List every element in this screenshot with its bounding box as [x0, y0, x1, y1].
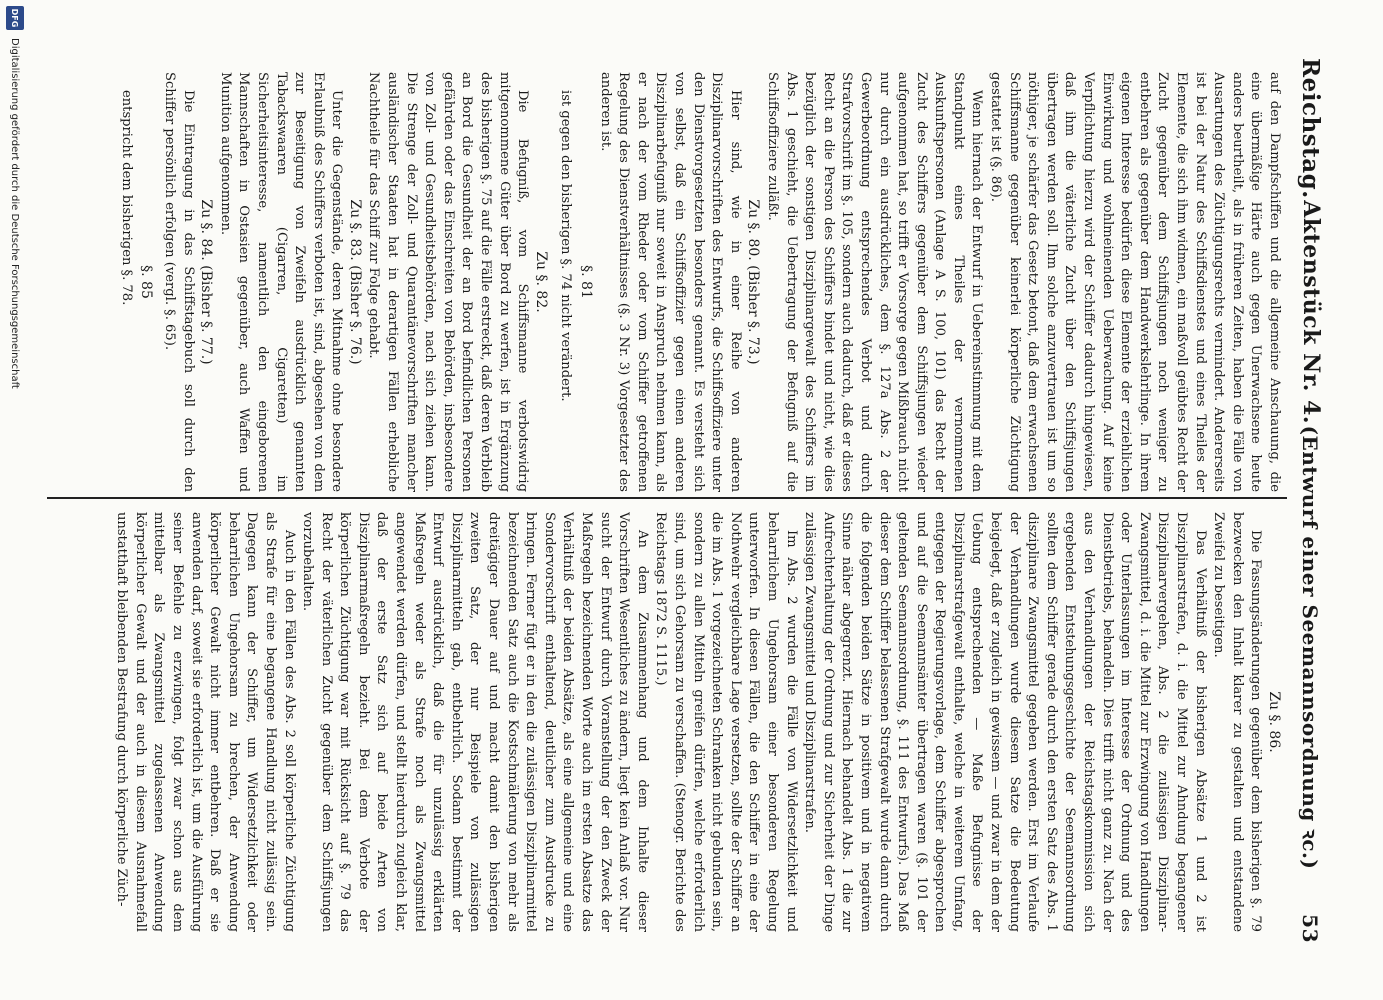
dfg-logo: DFG	[6, 6, 24, 30]
column-divider	[47, 497, 1287, 499]
header-subject: (Entwurf einer Seemannsordnung ꝛc.)	[1298, 425, 1323, 870]
section-statement: entspricht dem bisherigen §. 78.	[118, 90, 134, 306]
paragraph: Unter die Gegenstände, deren Mitnahme ohne besondere Erlaubniß des Schiffers verboten ist, sind, abgesehen von dem zur Beseitigung von Zweifeln ausdrücklich genannten Tabackswaaren (Cigarren, Cigaretten) im Sicherheitsinteresse, namentlich den eingeborenen Mannschaften in Ostasien gegenüber, auch Waffen und Munition aufgenommen.	[217, 72, 345, 492]
left-column	[53, 72, 1283, 492]
page-number: 53	[1298, 914, 1323, 943]
paragraph: Die Befugniß, vom Schiffsmanne verbotswidrig mitgenommene Güter über Bord zu werfen, ist in Ergänzung des bisherigen §. 75 auf die Fälle erstreckt, daß deren Verbleib an Bord die Gesundheit der an Bord befindlichen Personen gefährden oder das Einschreiten von Behörden, insbesondere von Zoll- und Gesundheitsbehörden, nach sich ziehen kann. Die Strenge der Zoll- und Quarantänevorschriften mancher ausländischer Staaten hat in derartigen Fällen erhebliche Nachtheile für das Schiff zur Folge gehabt.	[366, 72, 531, 492]
header-title	[1298, 426, 1325, 943]
header-publication: Reichstag.	[1297, 58, 1325, 199]
right-column	[53, 512, 1283, 932]
section-heading: Zu §. 86.	[1266, 691, 1282, 753]
paragraph: Hier sind, wie in einer Reihe von anderen Disziplinarvorschriften des Entwurfs, die Schiffsoffiziere unter den Dienstvorgesetzten besonders genannt. Es versteht sich von selbst, daß ein Schiffsoffizier gegen einen anderen Disziplinarbefugniß nur soweit in Anspruch nehmen kann, als er nach der vom Rheder oder vom Schiffer getroffenen Regelung des Dienstverhältnisses (§. 3 Nr. 3) Vorgesetzter des anderen ist.	[597, 72, 743, 492]
paragraph: auf den Dampfschiffen und die allgemeine Anschauung, die eine übermäßige Härte auch gegen Unerwachsene heute anders beurtheilt, als in früheren Zeiten, haben die Fälle von Ausartungen des Züchtigungsrechts vermindert. Andererseits ist bei der Natur des Schiffsdienstes und eines Theiles der Elemente, die sich ihm widmen, ein maßvoll geübtes Recht der Zucht gegenüber dem Schiffsjungen noch weniger zu entbehren als gegenüber dem Handwerkslehrlinge. In ihrem eigenen Interesse bedürfen diese Elemente der erziehlichen Einwirkung und wohlmeinenden Ueberwachung. Auf keine Verpflichtung hierzu wird der Schiffer dadurch hingewiesen, daß ihm die väterliche Zucht über den Schiffsjungen übertragen werden soll. Ihm solche anzuvertrauen ist um so nöthiger, je schärfer das Gesetz betont, daß dem erwachsenen Schiffsmanne gegenüber keinerlei körperliche Züchtigung gestattet ist (§. 86).	[988, 72, 1282, 492]
digitization-credit: Digitalisierung gefördert durch die Deutsche Forschungsgemeinschaft	[9, 38, 21, 389]
paragraph: Die Eintragung in das Schiffstagebuch soll durch den Schiffer persönlich erfolgen (vergl. §. 65).	[161, 72, 196, 492]
section-statement: ist gegen den bisherigen §. 74 nicht verändert.	[558, 90, 574, 402]
paragraph: Wenn hiernach der Entwurf in Uebereinstimmung mit dem Standpunkt eines Theiles der vernommenen Auskunftspersonen (Anlage A S. 100, 101) das Recht der Zucht des Schiffers gegenüber dem Schiffsjungen wieder aufgenommen hat, so trifft er Vorsorge gegen Mißbrauch nicht nur durch ein ausdrückliches, dem §. 127a Abs. 2 der Gewerbeordnung entsprechendes Verbot und durch Strafvorschrift im §. 105, sondern auch dadurch, daß er dieses Recht an die Person des Schiffers bindet und nicht, wie dies bezüglich der sonstigen Disziplinargewalt des Schiffers im Abs. 1 geschieht, die Uebertragung der Befugniß auf die Schiffsoffiziere zuläßt.	[764, 72, 985, 492]
footer-credit	[3, 0, 27, 1000]
paragraph: Das Verhältniß der bisherigen Absätze 1 und 2 ist Disziplinarstrafen, d. i. die Mittel zur Ahndung begangener Disziplinarvergehen, Abs. 2 die zulässigen Disziplinar-Zwangsmittel, d. i. die Mittel zur Erzwingung von Handlungen oder Unterlassungen im Interesse der Ordnung und des Dienstbetriebs, behandeln. Dies trifft nicht ganz zu. Nach der aus den Verhandlungen der Reichstagskommission sich ergebenden Entstehungsgeschichte der Seemannsordnung sollten dem Schiffer gerade durch den ersten Satz des Abs. 1 disziplinare Zwangsmittel gegeben werden. Erst im Verlaufe der Verhandlungen wurde diesem Satze die Bedeutung beigelegt, daß er zugleich in gewissem — und zwar in dem der Uebung entsprechenden — Maße Befugnisse der Disziplinarstrafgewalt enthalte, welche in weiterem Umfang, entgegen der Regierungsvorlage, dem Schiffer abgesprochen und auf die Seemannsämter übertragen waren (§. 101 der geltenden Seemannsordnung, §. 111 des Entwurfs). Das Maß dieser dem Schiffer belassenen Strafgewalt wurde dann durch die folgenden beiden Sätze in positivem und in negativem Sinne näher abgegrenzt. Hiernach behandelt Abs. 1 die zur Aufrechterhaltung der Ordnung und zur Sicherheit der Dinge zulässigen Zwangsmittel und Disziplinarstrafen.	[802, 512, 1208, 932]
page-header	[1291, 58, 1331, 943]
section-heading: Zu §. 80. (Bisher §. 73.)	[745, 199, 762, 365]
section-heading: Zu §. 82.	[532, 251, 549, 313]
section-heading: §. 81	[578, 265, 595, 299]
paragraph: Die Fassungsänderungen gegenüber dem bisherigen §. 79 bezwecken den Inhalt klarer zu gestalten und entstandene Zweifel zu beseitigen.	[1211, 512, 1264, 932]
header-document-number: Aktenstück Nr. 4.	[1298, 200, 1324, 425]
paragraph: An dem Zusammenhang und dem Inhalte dieser Vorschriften Wesentliches zu ändern, liegt kein Anlaß vor. Nur sucht der Entwurf durch Voranstellung der den Zweck der Maßregeln bezeichnenden Worte auch im ersten Absatze das Verhältniß der beiden Absätze, als eine allgemeine und eine Sondervorschrift enthaltend, deutlicher zum Ausdrucke zu bringen. Ferner fügt er in den die zulässigen Disziplinarmittel bezeichnenden Satz auch die Kostschmälerung von mehr als dreitägiger Dauer auf und macht damit den bisherigen zweiten Satz, der nur Beispiele von zulässigen Disziplinarmitteln gab, entbehrlich. Sodann bestimmt der Entwurf ausdrücklich, daß die für unzulässig erklärten Maßregeln weder als Strafe noch als Zwangsmittel angewendet werden dürfen, und stellt hierdurch zugleich klar, daß der erste Satz sich auf beide Arten von Disziplinarmaßregeln bezieht. Bei dem Verbote der körperlichen Züchtigung war mit Rücksicht auf §. 79 das Recht der väterlichen Zucht gegenüber dem Schiffsjungen vorzubehalten.	[300, 512, 650, 932]
paragraph: Im Abs. 2 wurden die Fälle von Widersetzlichkeit und beharrlichem Ungehorsam einer besonderen Regelung unterworfen. In diesen Fällen, die den Schiffer in eine der Nothwehr vergleichbare Lage versetzen, sollte der Schiffer an die im Abs. 1 vorgezeichneten Schranken nicht gebunden sein, sondern zu allen Mitteln greifen dürfen, welche erforderlich sind, um sich Gehorsam zu verschaffen. (Stenogr. Berichte des Reichstags 1872 S. 1115.)	[653, 512, 799, 932]
section-heading: Zu §. 83. (Bisher §. 76.)	[346, 199, 363, 365]
section-heading: Zu §. 84. (Bisher §. 77.)	[198, 199, 215, 365]
section-heading: §. 85	[138, 265, 155, 299]
paragraph: Auch in den Fällen des Abs. 2 soll körperliche Züchtigung als Strafe für eine begangene Handlung nicht zulässig sein. Dagegen kann der Schiffer, um Widersetzlichkeit oder beharrlichen Ungehorsam zu brechen, der Anwendung körperlicher Gewalt nicht immer entbehren. Daß er sie anwenden darf, soweit sie erforderlich ist, um die Ausführung seiner Befehle zu erzwingen, folgt zwar schon aus dem mittelbar als Zwangsmittel zugelassenen Anwendung körperlicher Gewalt und der auch in diesem Ausnahmefall unstatthaft bleibenden Bestrafung durch körperliche Züch-	[114, 512, 297, 932]
